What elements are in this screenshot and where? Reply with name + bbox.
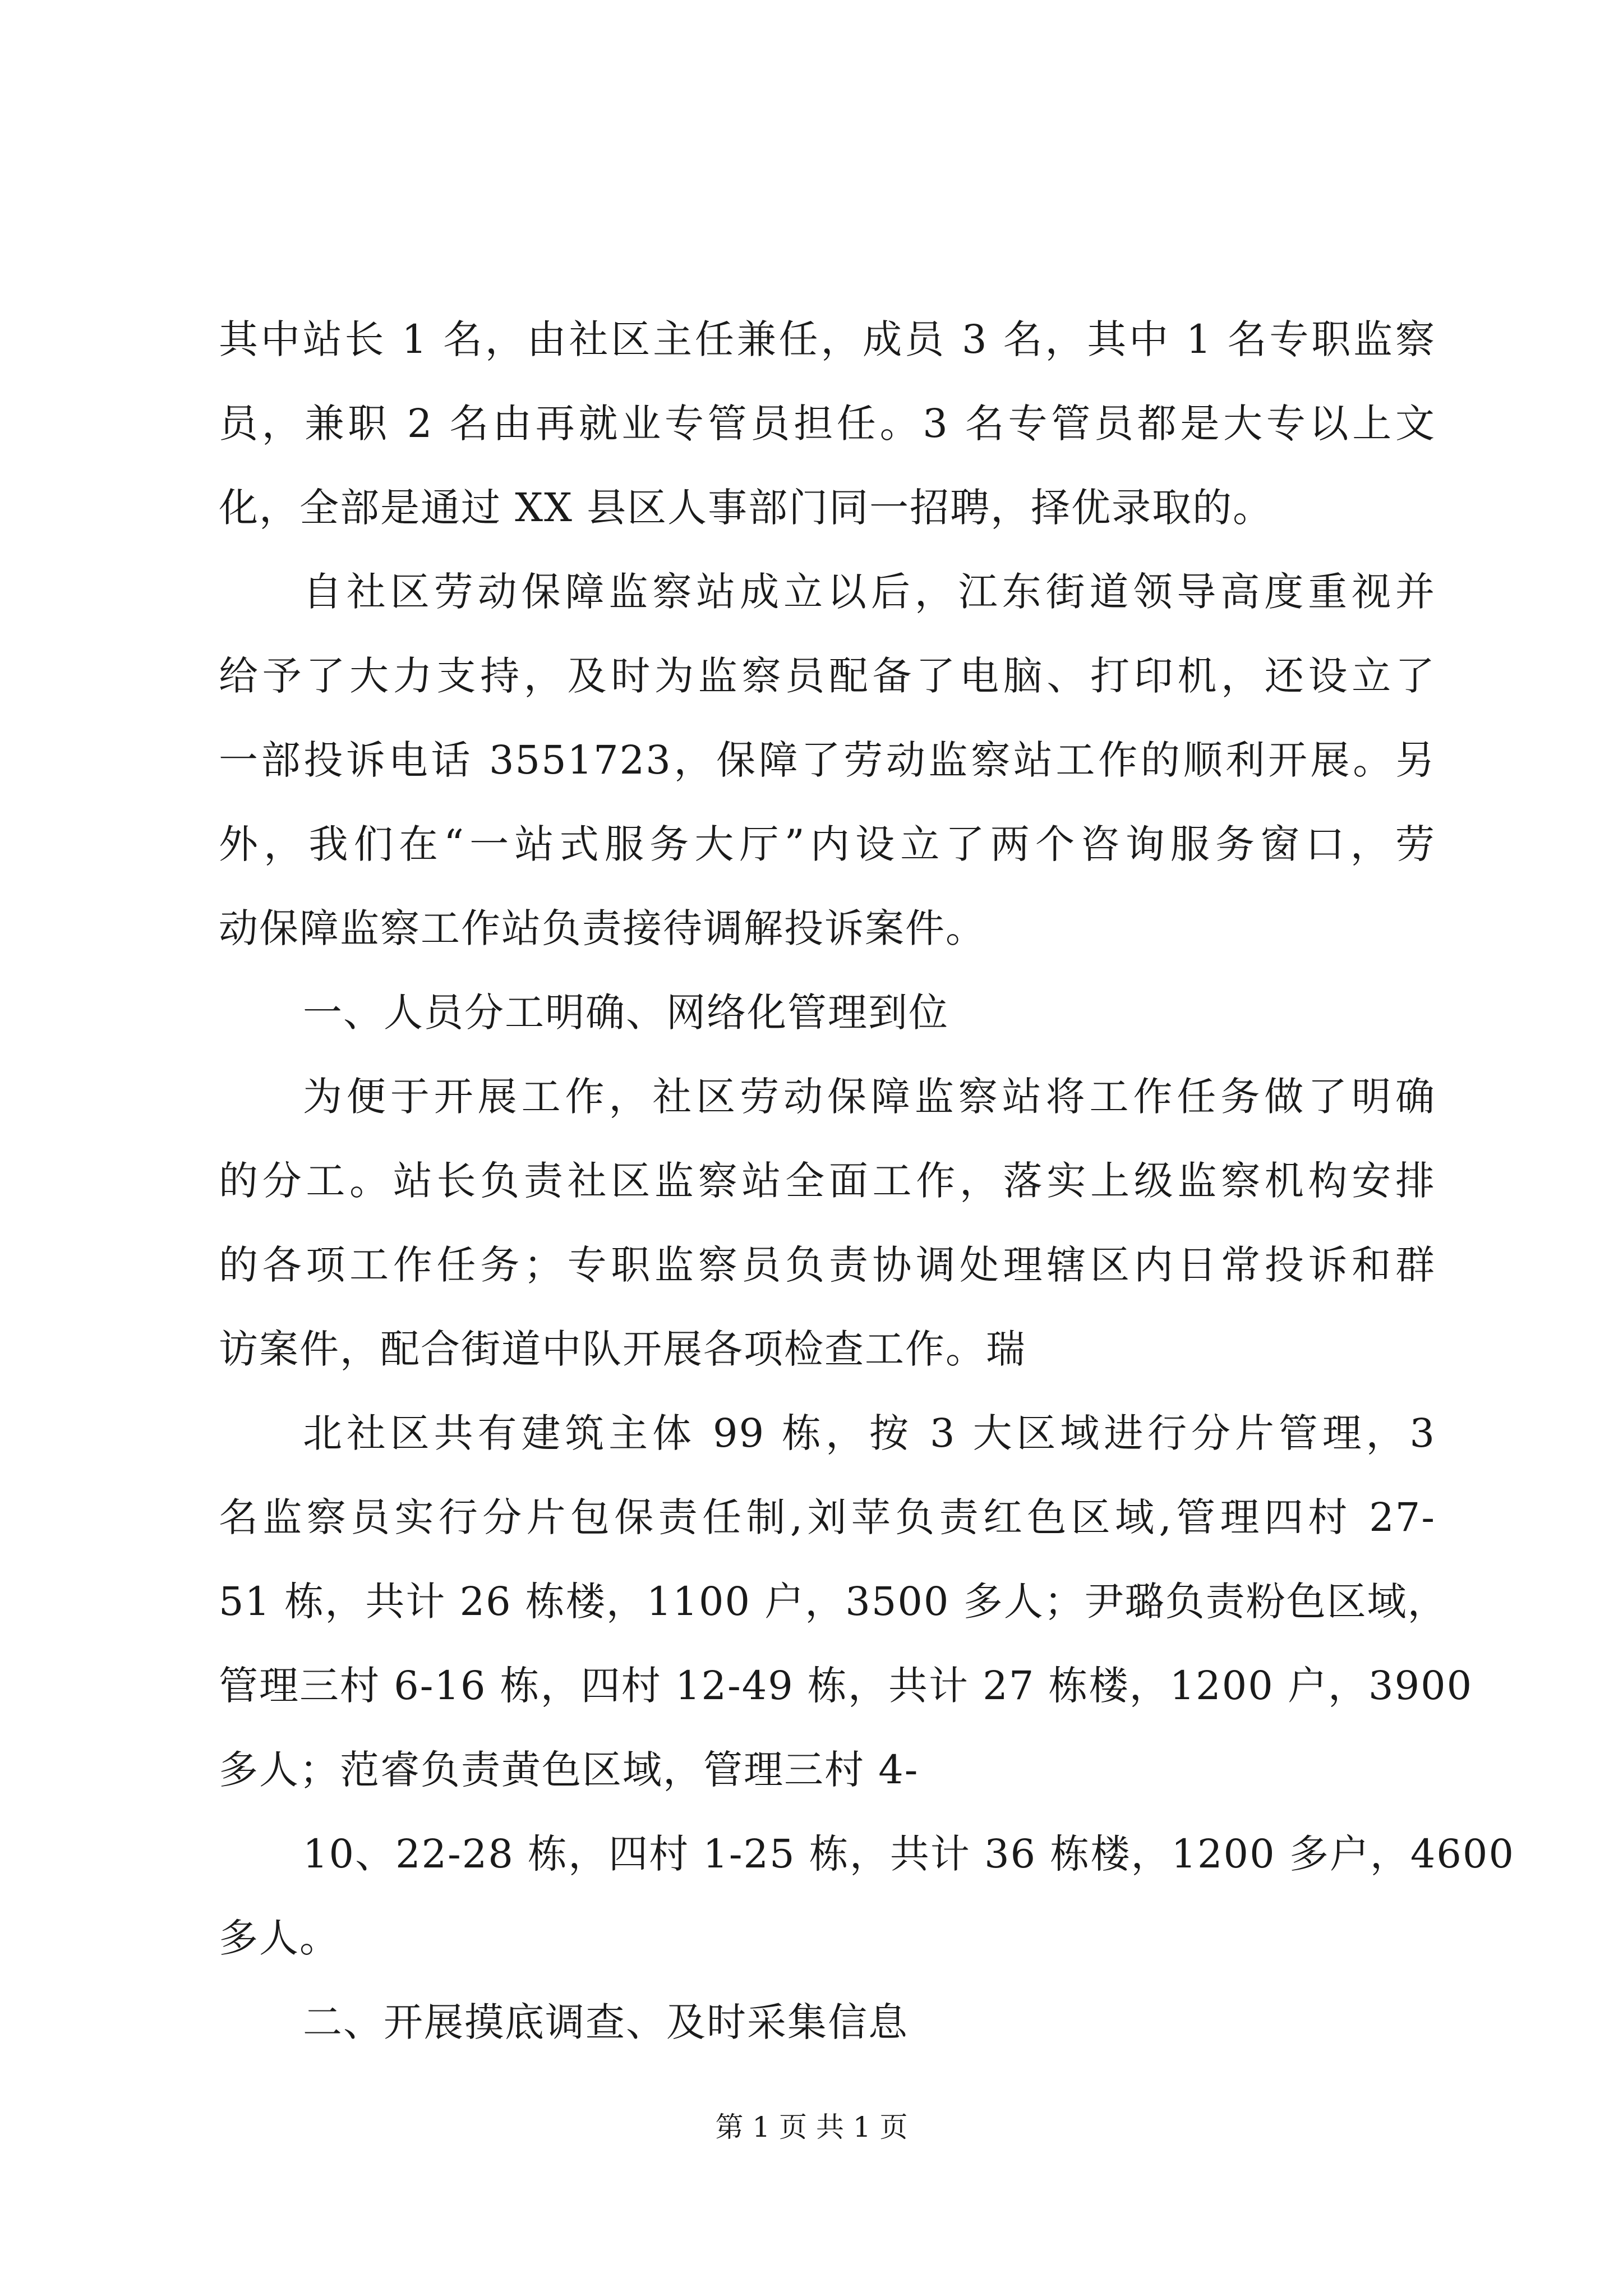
paragraph-first-line: 北社区共有建筑主体 99 栋，按 3 大区域进行分片管理，3 xyxy=(303,1410,1436,1456)
text-line: 化，全部是通过 XX 县区人事部门同一招聘，择优录取的。 xyxy=(219,485,1274,531)
text-line: 一部投诉电话 3551723，保障了劳动监察站工作的顺利开展。另 xyxy=(219,737,1436,783)
text-line: 动保障监察工作站负责接待调解投诉案件。 xyxy=(219,905,986,951)
text-line: 名监察员实行分片包保责任制,刘苹负责红色区域,管理四村 27- xyxy=(219,1494,1436,1540)
text-line: 管理三村 6-16 栋，四村 12-49 栋，共计 27 栋楼，1200 户，3900 xyxy=(219,1663,1473,1709)
section-heading: 二、开展摸底调查、及时采集信息 xyxy=(303,1999,909,2045)
text-line: 访案件，配合街道中队开展各项检查工作。瑞 xyxy=(219,1326,1026,1372)
paragraph-first-line: 10、22-28 栋，四村 1-25 栋，共计 36 栋楼，1200 多户，4600 xyxy=(303,1831,1515,1877)
text-line: 外，我们在“一站式服务大厅”内设立了两个咨询服务窗口，劳 xyxy=(219,821,1436,867)
page-footer: 第 1 页 共 1 页 xyxy=(715,2111,908,2143)
section-heading: 一、人员分工明确、网络化管理到位 xyxy=(303,990,949,1036)
text-line: 员，兼职 2 名由再就业专管员担任。3 名专管员都是大专以上文 xyxy=(219,401,1436,447)
text-line: 其中站长 1 名，由社区主任兼任，成员 3 名，其中 1 名专职监察 xyxy=(219,316,1436,362)
text-line: 多人。 xyxy=(219,1915,340,1961)
text-line: 51 栋，共计 26 栋楼，1100 户，3500 多人；尹璐负责粉色区域， xyxy=(219,1579,1448,1625)
text-line: 多人；范睿负责黄色区域，管理三村 4- xyxy=(219,1747,919,1793)
text-line: 给予了大力支持，及时为监察员配备了电脑、打印机，还设立了 xyxy=(219,653,1436,699)
text-line: 的分工。站长负责社区监察站全面工作，落实上级监察机构安排 xyxy=(219,1158,1436,1204)
paragraph-first-line: 自社区劳动保障监察站成立以后，江东街道领导高度重视并 xyxy=(303,569,1436,615)
text-line: 的各项工作任务；专职监察员负责协调处理辖区内日常投诉和群 xyxy=(219,1242,1436,1288)
paragraph-first-line: 为便于开展工作，社区劳动保障监察站将工作任务做了明确 xyxy=(303,1074,1436,1120)
document-body xyxy=(219,297,1515,2064)
